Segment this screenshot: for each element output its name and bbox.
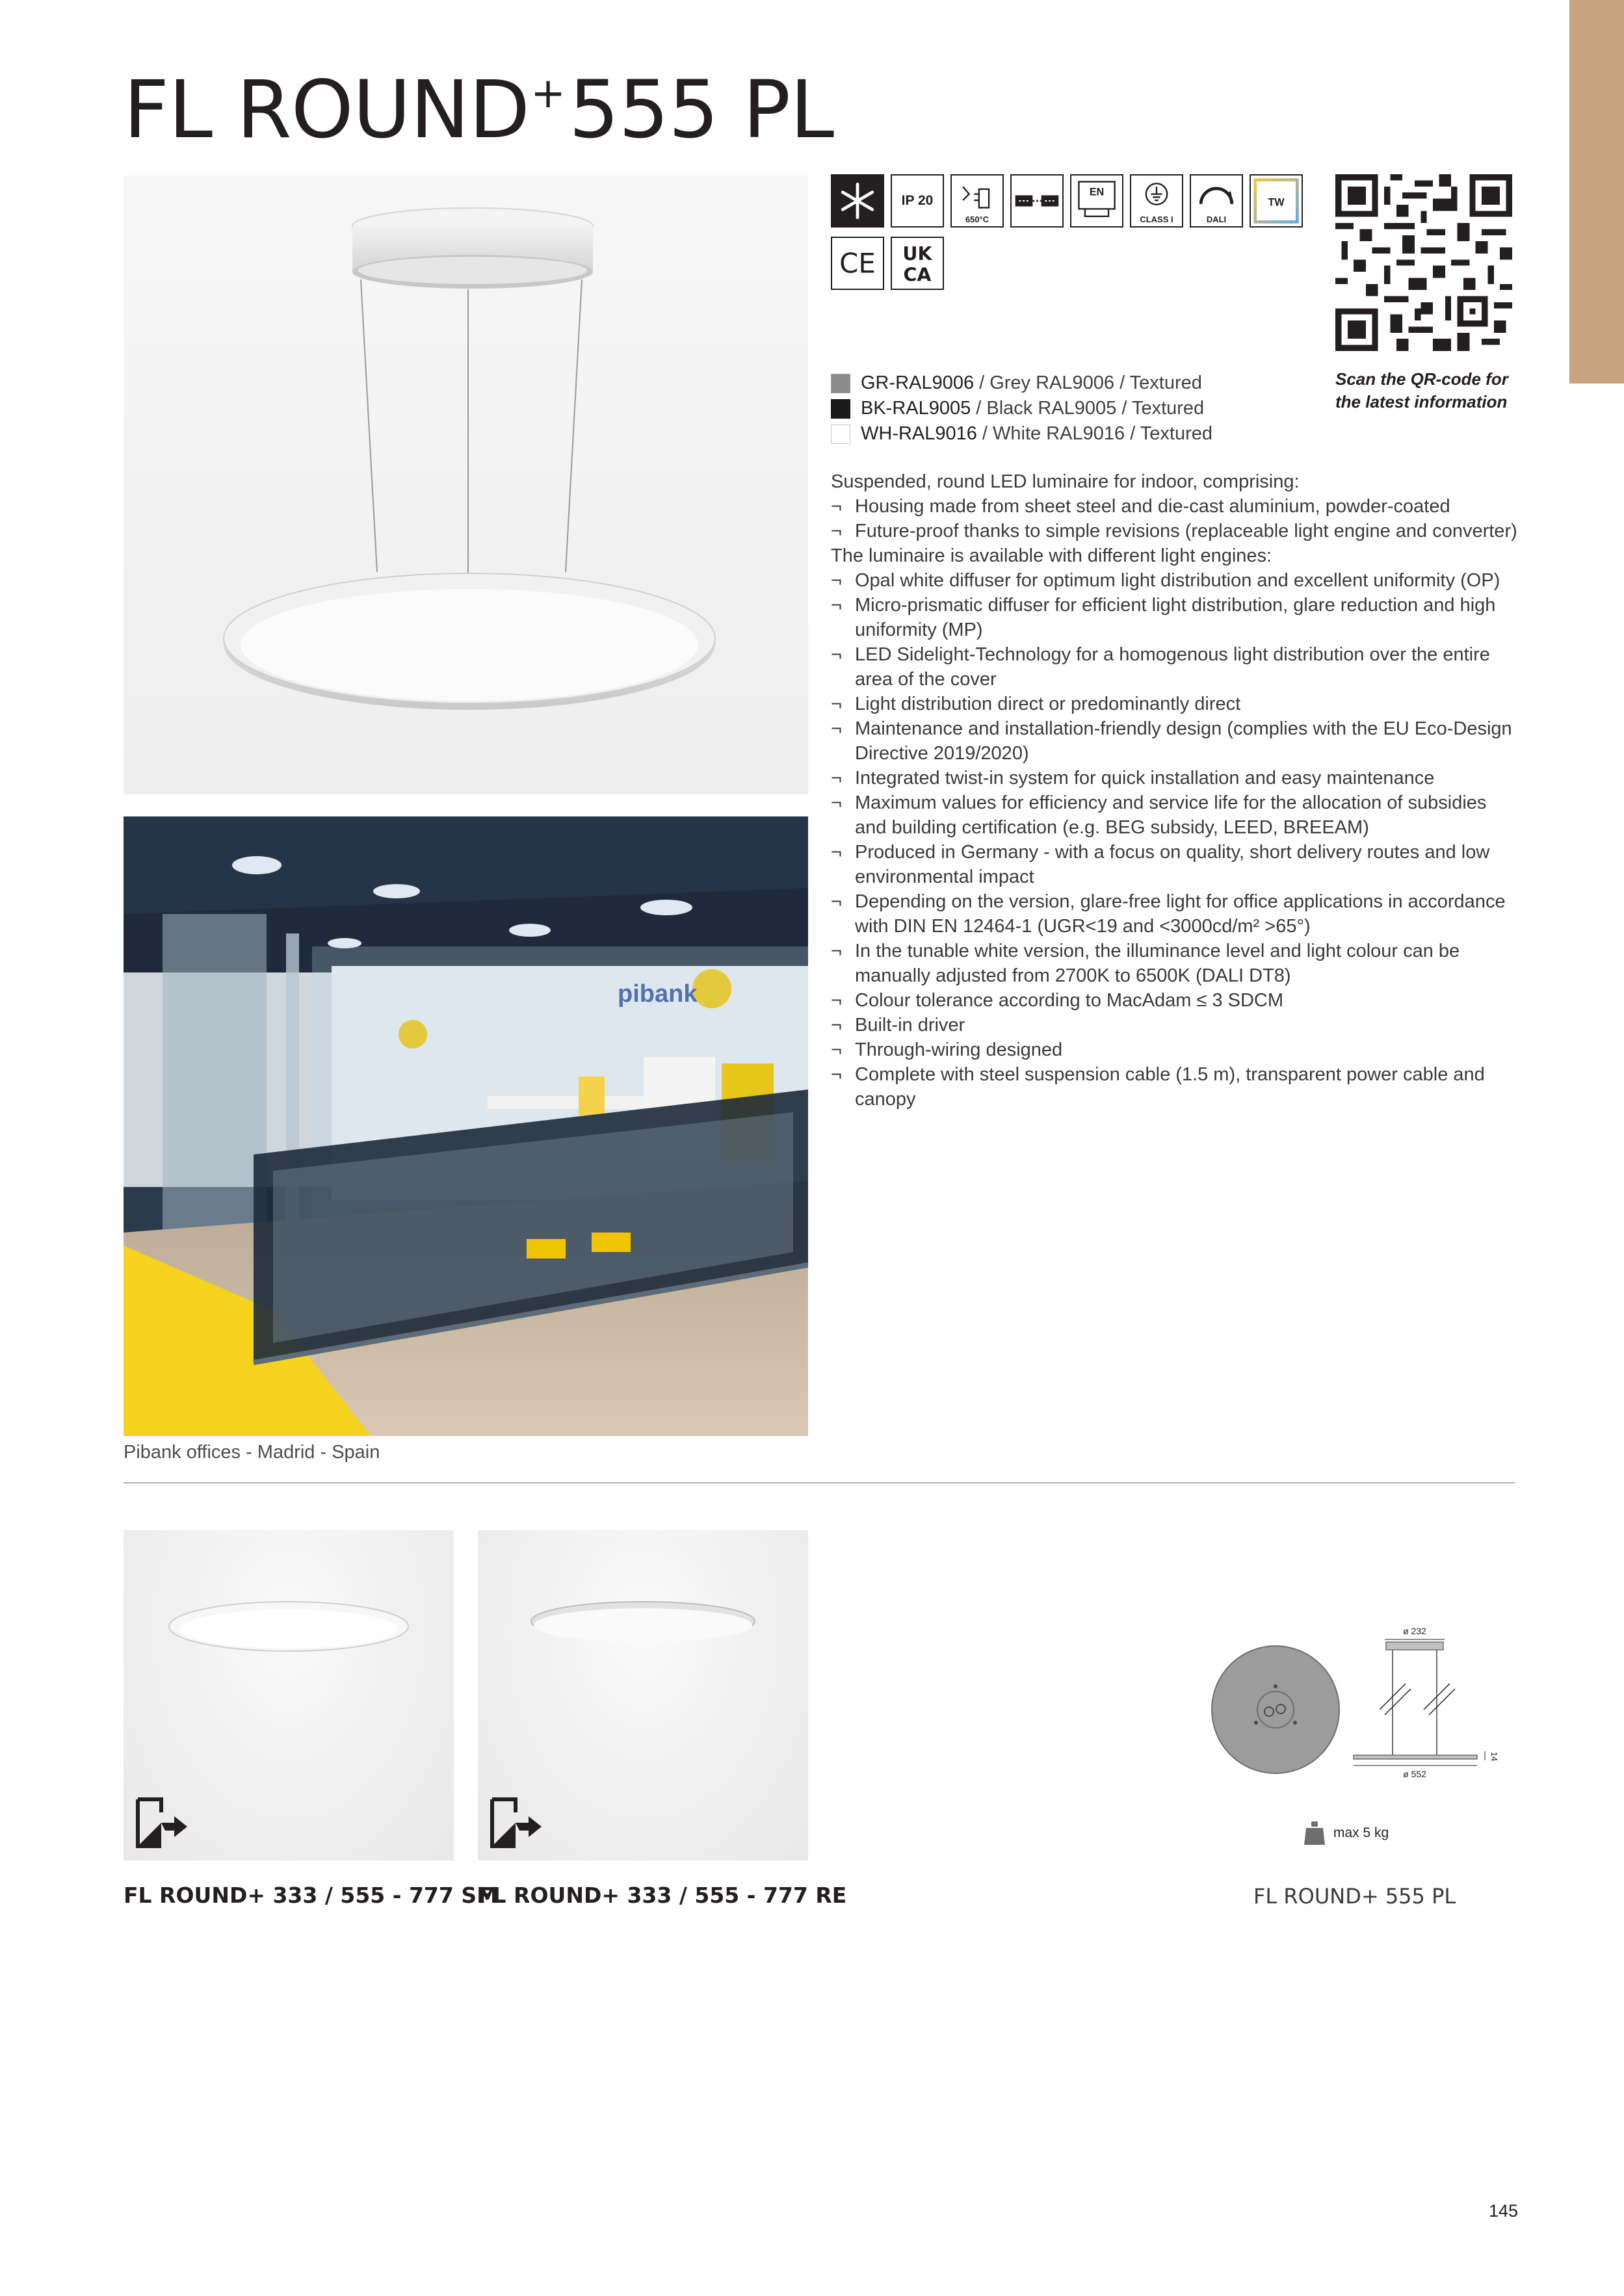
description-item: ¬ In the tunable white version, the illuminance level and light colour can be manually adjusted from 2700K to 6500K (DALI DT8)	[831, 939, 1520, 988]
description-item: ¬ Maximum values for efficiency and service life for the allocation of subsidies and building certification (e.g. BEG subsidy, LEED, BREEAM)	[831, 790, 1520, 840]
office-photo	[124, 816, 808, 1436]
finish-white	[831, 421, 1212, 447]
class-i-label: CLASS I	[1140, 215, 1173, 224]
svg-text:UK: UK	[902, 243, 932, 265]
dali-icon	[1190, 174, 1243, 228]
description-item: ¬ Maintenance and installation-friendly design (complies with the EU Eco-Design Directive 2019/2020)	[831, 716, 1520, 766]
description-item: ¬ Colour tolerance according to MacAdam ≤ 3 SDCM	[831, 988, 1520, 1013]
ip20-icon	[891, 174, 944, 228]
weight-info	[1303, 1820, 1389, 1846]
description-item: ¬ Micro-prismatic diffuser for efficient light distribution, glare reduction and high uniformity (MP)	[831, 593, 1520, 642]
description-item: ¬ Built-in driver	[831, 1013, 1520, 1037]
description-item: ¬ Light distribution direct or predominantly direct	[831, 692, 1520, 716]
technical-drawing	[1204, 1619, 1516, 1794]
pendant-luminaire-illustration	[124, 176, 808, 794]
finish-code: WH-RAL9016	[861, 423, 977, 444]
description-item: ¬ Housing made from sheet steel and die-cast aluminium, powder-coated	[831, 494, 1520, 519]
product-description	[831, 469, 1520, 1112]
section-divider	[124, 1482, 1515, 1483]
description-intro-2: The luminaire is available with different light engines:	[831, 545, 1272, 566]
description-item: ¬ LED Sidelight-Technology for a homogenous light distribution over the entire area of the cover	[831, 642, 1520, 692]
star-rating-icon	[831, 174, 884, 228]
description-item: ¬ Opal white diffuser for optimum light distribution and excellent uniformity (OP)	[831, 568, 1520, 593]
page-title	[124, 64, 834, 156]
description-item: ¬ Depending on the version, glare-free light for office applications in accordance with DIN EN 12464-1 (UGR<19 and <3000cd/m² >65°)	[831, 889, 1520, 939]
description-item: ¬ Future-proof thanks to simple revisions (replaceable light engine and converter)	[831, 519, 1520, 543]
description-intro: Suspended, round LED luminaire for indoor, comprising:	[831, 471, 1300, 492]
page-link-icon[interactable]	[487, 1794, 544, 1851]
en-label: EN	[1089, 186, 1105, 198]
title-main: FL ROUND	[124, 64, 530, 156]
ukca-mark-icon	[891, 237, 944, 290]
black-swatch	[831, 399, 850, 419]
en-norm-icon	[1070, 174, 1123, 228]
variant-sm-label[interactable]: FL ROUND+ 333 / 555 - 777 SM	[124, 1883, 498, 1908]
white-swatch	[831, 424, 850, 444]
qr-code-icon[interactable]	[1335, 174, 1512, 351]
description-item: ¬ Produced in Germany - with a focus on quality, short delivery routes and low environmental impact	[831, 840, 1520, 889]
product-image	[124, 176, 808, 794]
description-item: ¬ Integrated twist-in system for quick installation and easy maintenance	[831, 766, 1520, 790]
description-item: ¬ Through-wiring designed	[831, 1037, 1520, 1062]
finish-desc: / Grey RAL9006 / Textured	[979, 372, 1202, 393]
class-i-icon	[1130, 174, 1183, 228]
weight-label: max 5 kg	[1333, 1825, 1389, 1840]
description-list-1	[831, 494, 1520, 543]
disk-diameter: ø 552	[1403, 1769, 1426, 1779]
ip20-label: IP 20	[901, 193, 934, 208]
page-link-icon[interactable]	[133, 1794, 190, 1851]
variant-re-image[interactable]	[478, 1530, 808, 1860]
disk-height: 14	[1489, 1751, 1499, 1762]
svg-text:CA: CA	[903, 264, 932, 286]
product-name: FL ROUND+ 555 PL	[1253, 1884, 1456, 1909]
qr-note	[1335, 368, 1530, 413]
grey-swatch	[831, 374, 850, 393]
finish-grey	[831, 371, 1212, 396]
chapter-tab	[1569, 0, 1624, 384]
variant-re-label[interactable]: FL ROUND+ 333 / 555 - 777 RE	[478, 1883, 847, 1908]
finish-code: GR-RAL9006	[861, 372, 975, 393]
description-item: ¬ Complete with steel suspension cable (1.5 m), transparent power cable and canopy	[831, 1062, 1520, 1112]
canopy-diameter: ø 232	[1403, 1626, 1426, 1636]
variant-sm-image[interactable]	[124, 1530, 454, 1860]
finish-code: BK-RAL9005	[861, 398, 971, 419]
finish-desc: / Black RAL9005 / Textured	[976, 398, 1205, 419]
weight-icon	[1303, 1820, 1326, 1846]
description-list-2	[831, 568, 1520, 1112]
qr-note-line-2: the latest information	[1335, 392, 1508, 411]
finish-black	[831, 396, 1212, 421]
photo-caption: Pibank offices - Madrid - Spain	[124, 1442, 380, 1463]
title-plus: +	[530, 70, 565, 118]
dali-label: DALI	[1206, 215, 1227, 224]
title-size: 555 PL	[568, 64, 834, 156]
page-number: 145	[1489, 2201, 1519, 2221]
glow-wire-label: 650°C	[965, 215, 989, 224]
certification-icons	[831, 237, 944, 290]
pibank-sign: pibank	[618, 980, 698, 1008]
office-interior-illustration	[124, 816, 808, 1436]
finish-desc: / White RAL9016 / Textured	[982, 423, 1213, 444]
qr-note-line-1: Scan the QR-code for	[1335, 369, 1508, 389]
tunable-white-icon	[1250, 174, 1303, 228]
ce-mark-icon	[831, 237, 884, 290]
glow-wire-650-icon	[950, 174, 1004, 228]
ce-label: CE	[839, 247, 876, 280]
through-wiring-icon	[1010, 174, 1064, 228]
tw-label: TW	[1268, 196, 1285, 209]
feature-icons	[831, 174, 1303, 228]
finish-list	[831, 371, 1212, 447]
